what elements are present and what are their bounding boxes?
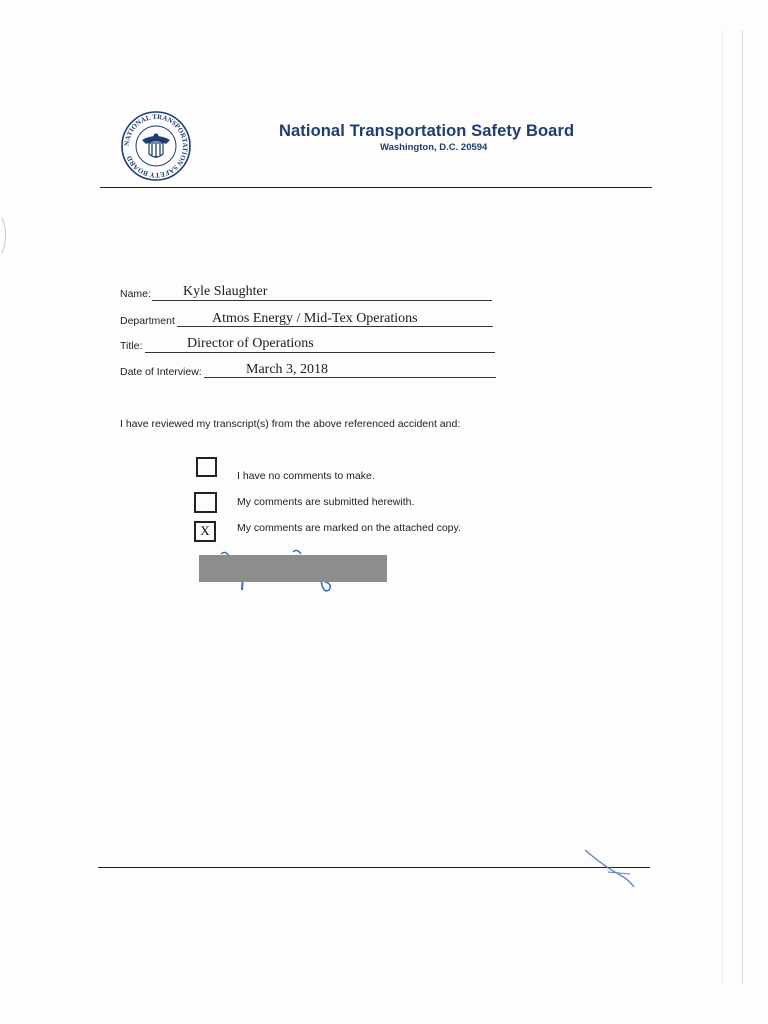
field-value: Atmos Energy / Mid-Tex Operations	[212, 311, 418, 326]
comments-submitted-checkbox[interactable]	[194, 492, 217, 513]
footer-divider	[98, 867, 650, 868]
field-underline	[204, 377, 496, 378]
organization-address: Washington, D.C. 20594	[380, 142, 488, 153]
field-value: March 3, 2018	[246, 362, 329, 377]
organization-name: National Transportation Safety Board	[279, 122, 575, 140]
page-edge-line	[722, 30, 723, 984]
field-label: Name:	[120, 288, 151, 300]
field-value: Kyle Slaughter	[183, 284, 268, 299]
ntsb-seal	[120, 110, 192, 182]
scan-artifact	[0, 215, 10, 255]
pen-mark	[580, 845, 640, 890]
review-statement: I have reviewed my transcript(s) from the above referenced accident and:	[120, 418, 461, 430]
signature-redaction	[199, 555, 387, 582]
header-divider	[100, 187, 652, 188]
option-label: My comments are submitted herewith.	[237, 496, 415, 508]
field-label: Department	[120, 315, 175, 327]
field-label: Title:	[120, 340, 143, 352]
field-value: Director of Operations	[187, 336, 314, 351]
field-underline	[152, 300, 492, 301]
option-label: I have no comments to make.	[237, 470, 375, 482]
page-edge-line	[742, 30, 743, 984]
field-label: Date of Interview:	[120, 366, 202, 378]
field-underline	[177, 326, 493, 327]
field-underline	[145, 352, 495, 353]
no-comments-checkbox[interactable]	[196, 457, 217, 477]
option-label: My comments are marked on the attached copy.	[237, 522, 461, 534]
svg-text:NATIONAL TRANSPORTATION SAFETY: NATIONAL TRANSPORTATION SAFETY BOARD	[122, 112, 190, 180]
comments-marked-checkbox[interactable]: X	[194, 521, 216, 542]
